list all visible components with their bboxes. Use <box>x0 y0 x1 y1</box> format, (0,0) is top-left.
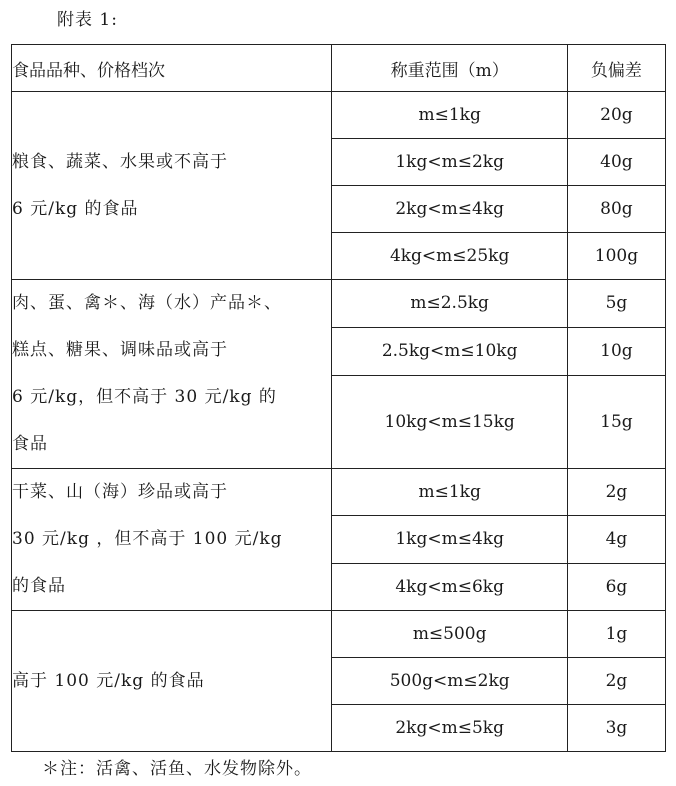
weight-range-cell: m≤1kg <box>332 92 567 139</box>
category-line: 的食品 <box>12 576 66 596</box>
category-line: 肉、蛋、禽＊、海（水）产品＊、 <box>12 293 282 313</box>
category-line: 30 元/kg ，但不高于 100 元/kg <box>12 529 283 549</box>
table-row <box>12 469 666 516</box>
weight-range-cell: 1kg<m≤2kg <box>332 139 567 186</box>
category-cell-dried-delicacies <box>12 469 332 611</box>
deviation-cell: 20g <box>567 92 665 139</box>
category-cell-grain-vegetables <box>12 92 332 280</box>
deviation-cell: 4g <box>567 516 665 563</box>
deviation-cell: 100g <box>567 233 665 280</box>
category-line: 食品 <box>12 434 48 454</box>
category-line: 干菜、山（海）珍品或高于 <box>12 482 228 502</box>
deviation-cell: 5g <box>567 280 665 328</box>
weight-range-cell: 2kg<m≤5kg <box>332 705 567 752</box>
deviation-cell: 15g <box>567 375 665 469</box>
weight-range-cell: m≤500g <box>332 611 567 658</box>
deviation-table <box>11 44 666 752</box>
category-line: 糕点、糖果、调味品或高于 <box>12 340 228 360</box>
weight-range-cell: 4kg<m≤25kg <box>332 233 567 280</box>
header-category: 食品品种、价格档次 <box>12 45 332 92</box>
table-row <box>12 92 666 139</box>
deviation-cell: 2g <box>567 658 665 705</box>
weight-range-cell: m≤2.5kg <box>332 280 567 328</box>
table-caption: 附表 1: <box>57 10 118 30</box>
deviation-cell: 6g <box>567 563 665 610</box>
header-negative-deviation: 负偏差 <box>567 45 665 92</box>
category-cell-meat-eggs <box>12 280 332 469</box>
category-line: 6 元/kg 的食品 <box>12 198 139 219</box>
deviation-cell: 2g <box>567 469 665 516</box>
weight-range-cell: 4kg<m≤6kg <box>332 563 567 610</box>
table-header-row <box>12 45 666 92</box>
header-weight-range: 称重范围（m） <box>332 45 567 92</box>
weight-range-cell: 10kg<m≤15kg <box>332 375 567 469</box>
deviation-cell: 80g <box>567 186 665 233</box>
weight-range-cell: 500g<m≤2kg <box>332 658 567 705</box>
weight-range-cell: 1kg<m≤4kg <box>332 516 567 563</box>
category-line: 粮食、蔬菜、水果或不高于 <box>12 151 228 172</box>
weight-range-cell: m≤1kg <box>332 469 567 516</box>
deviation-cell: 40g <box>567 139 665 186</box>
category-cell-high-price <box>12 611 332 752</box>
weight-range-cell: 2kg<m≤4kg <box>332 186 567 233</box>
category-line: 高于 100 元/kg 的食品 <box>12 670 205 691</box>
weight-range-cell: 2.5kg<m≤10kg <box>332 327 567 375</box>
deviation-cell: 10g <box>567 327 665 375</box>
table-row <box>12 280 666 328</box>
category-line: 6 元/kg，但不高于 30 元/kg 的 <box>12 387 277 407</box>
footnote: ＊注：活禽、活鱼、水发物除外。 <box>42 759 312 779</box>
table-row <box>12 611 666 658</box>
deviation-cell: 1g <box>567 611 665 658</box>
deviation-cell: 3g <box>567 705 665 752</box>
